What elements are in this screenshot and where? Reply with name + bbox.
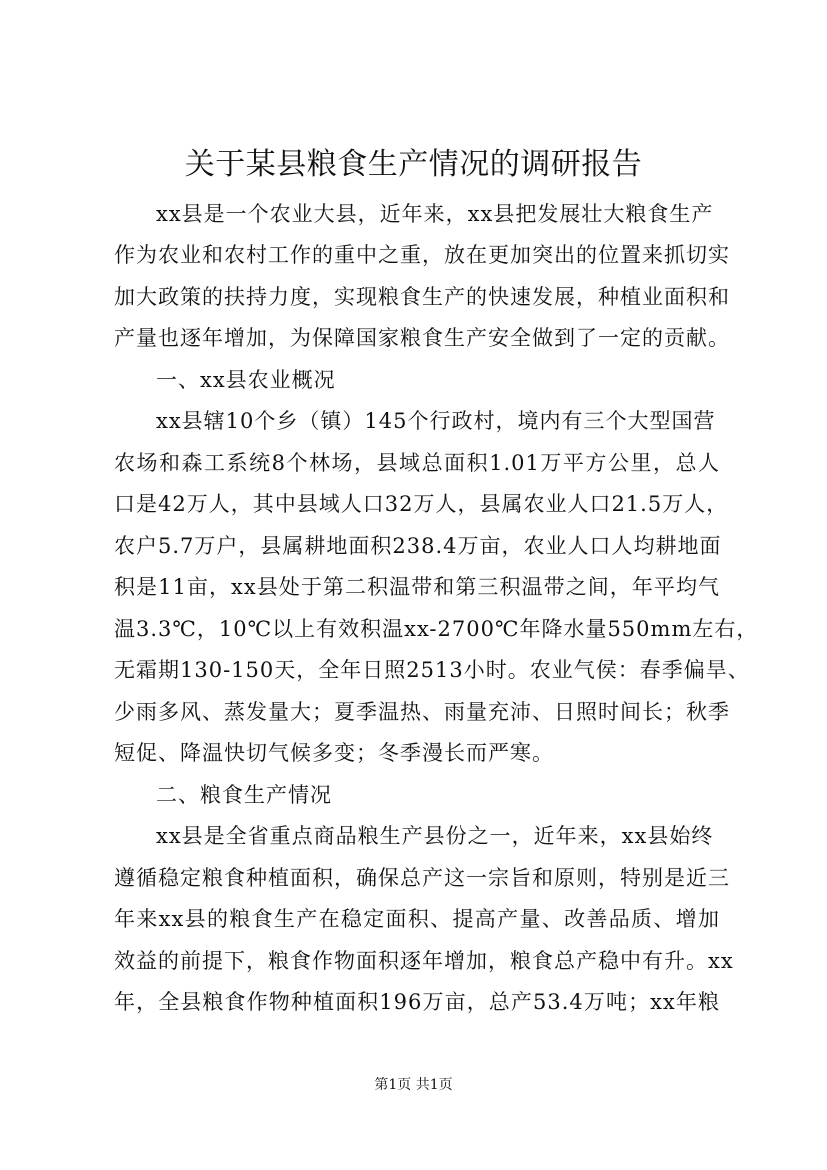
paragraph-3-line-2: 遵循稳定粮食种植面积，确保总产这一宗旨和原则，特别是近三	[114, 866, 730, 890]
paragraph-1-line-1: xx县是一个农业大县，近年来，xx县把发展壮大粮食生产	[156, 202, 714, 226]
paragraph-3-line-4: 效益的前提下，粮食作物面积逐年增加，粮食总产稳中有升。xx	[114, 949, 734, 973]
paragraph-1-line-4: 产量也逐年增加，为保障国家粮食生产安全做到了一定的贡献。	[114, 326, 730, 350]
paragraph-2-line-5: 积是11亩，xx县处于第二积温带和第三积温带之间，年平均气	[114, 575, 720, 599]
page-footer: 第1页 共1页	[374, 1077, 453, 1093]
paragraph-2-line-7: 无霜期130-150天，全年日照2513小时。农业气侯：春季偏旱、	[114, 658, 750, 682]
paragraph-1-line-3: 加大政策的扶持力度，实现粮食生产的快速发展，种植业面积和	[114, 285, 730, 309]
paragraph-3-line-1: xx县是全省重点商品粮生产县份之一，近年来，xx县始终	[156, 824, 714, 848]
paragraph-2-line-3: 口是42万人，其中县域人口32万人，县属农业人口21.5万人，	[114, 492, 729, 516]
document-title: 关于某县粮食生产情况的调研报告	[184, 147, 643, 182]
paragraph-2-line-4: 农户5.7万户，县属耕地面积238.4万亩，农业人口人均耕地面	[114, 534, 722, 558]
section-heading-2: 二、粮食生产情况	[156, 783, 332, 807]
paragraph-3-line-3: 年来xx县的粮食生产在稳定面积、提高产量、改善品质、增加	[114, 907, 720, 931]
paragraph-2-line-1: xx县辖10个乡（镇）145个行政村，境内有三个大型国营	[156, 409, 716, 433]
section-heading-1: 一、xx县农业概况	[156, 368, 336, 392]
paragraph-3-line-5: 年，全县粮食作物种植面积196万亩，总产53.4万吨；xx年粮	[114, 990, 720, 1014]
paragraph-2-line-9: 短促、降温快切气候多变；冬季漫长而严寒。	[114, 741, 554, 765]
paragraph-1-line-2: 作为农业和农村工作的重中之重，放在更加突出的位置来抓切实	[114, 243, 730, 267]
paragraph-2-line-6: 温3.3℃，10℃以上有效积温xx-2700℃年降水量550mm左右，	[114, 617, 759, 641]
paragraph-2-line-2: 农场和森工系统8个林场，县域总面积1.01万平方公里，总人	[114, 451, 720, 475]
paragraph-2-line-8: 少雨多风、蒸发量大；夏季温热、雨量充沛、日照时间长；秋季	[114, 700, 730, 724]
